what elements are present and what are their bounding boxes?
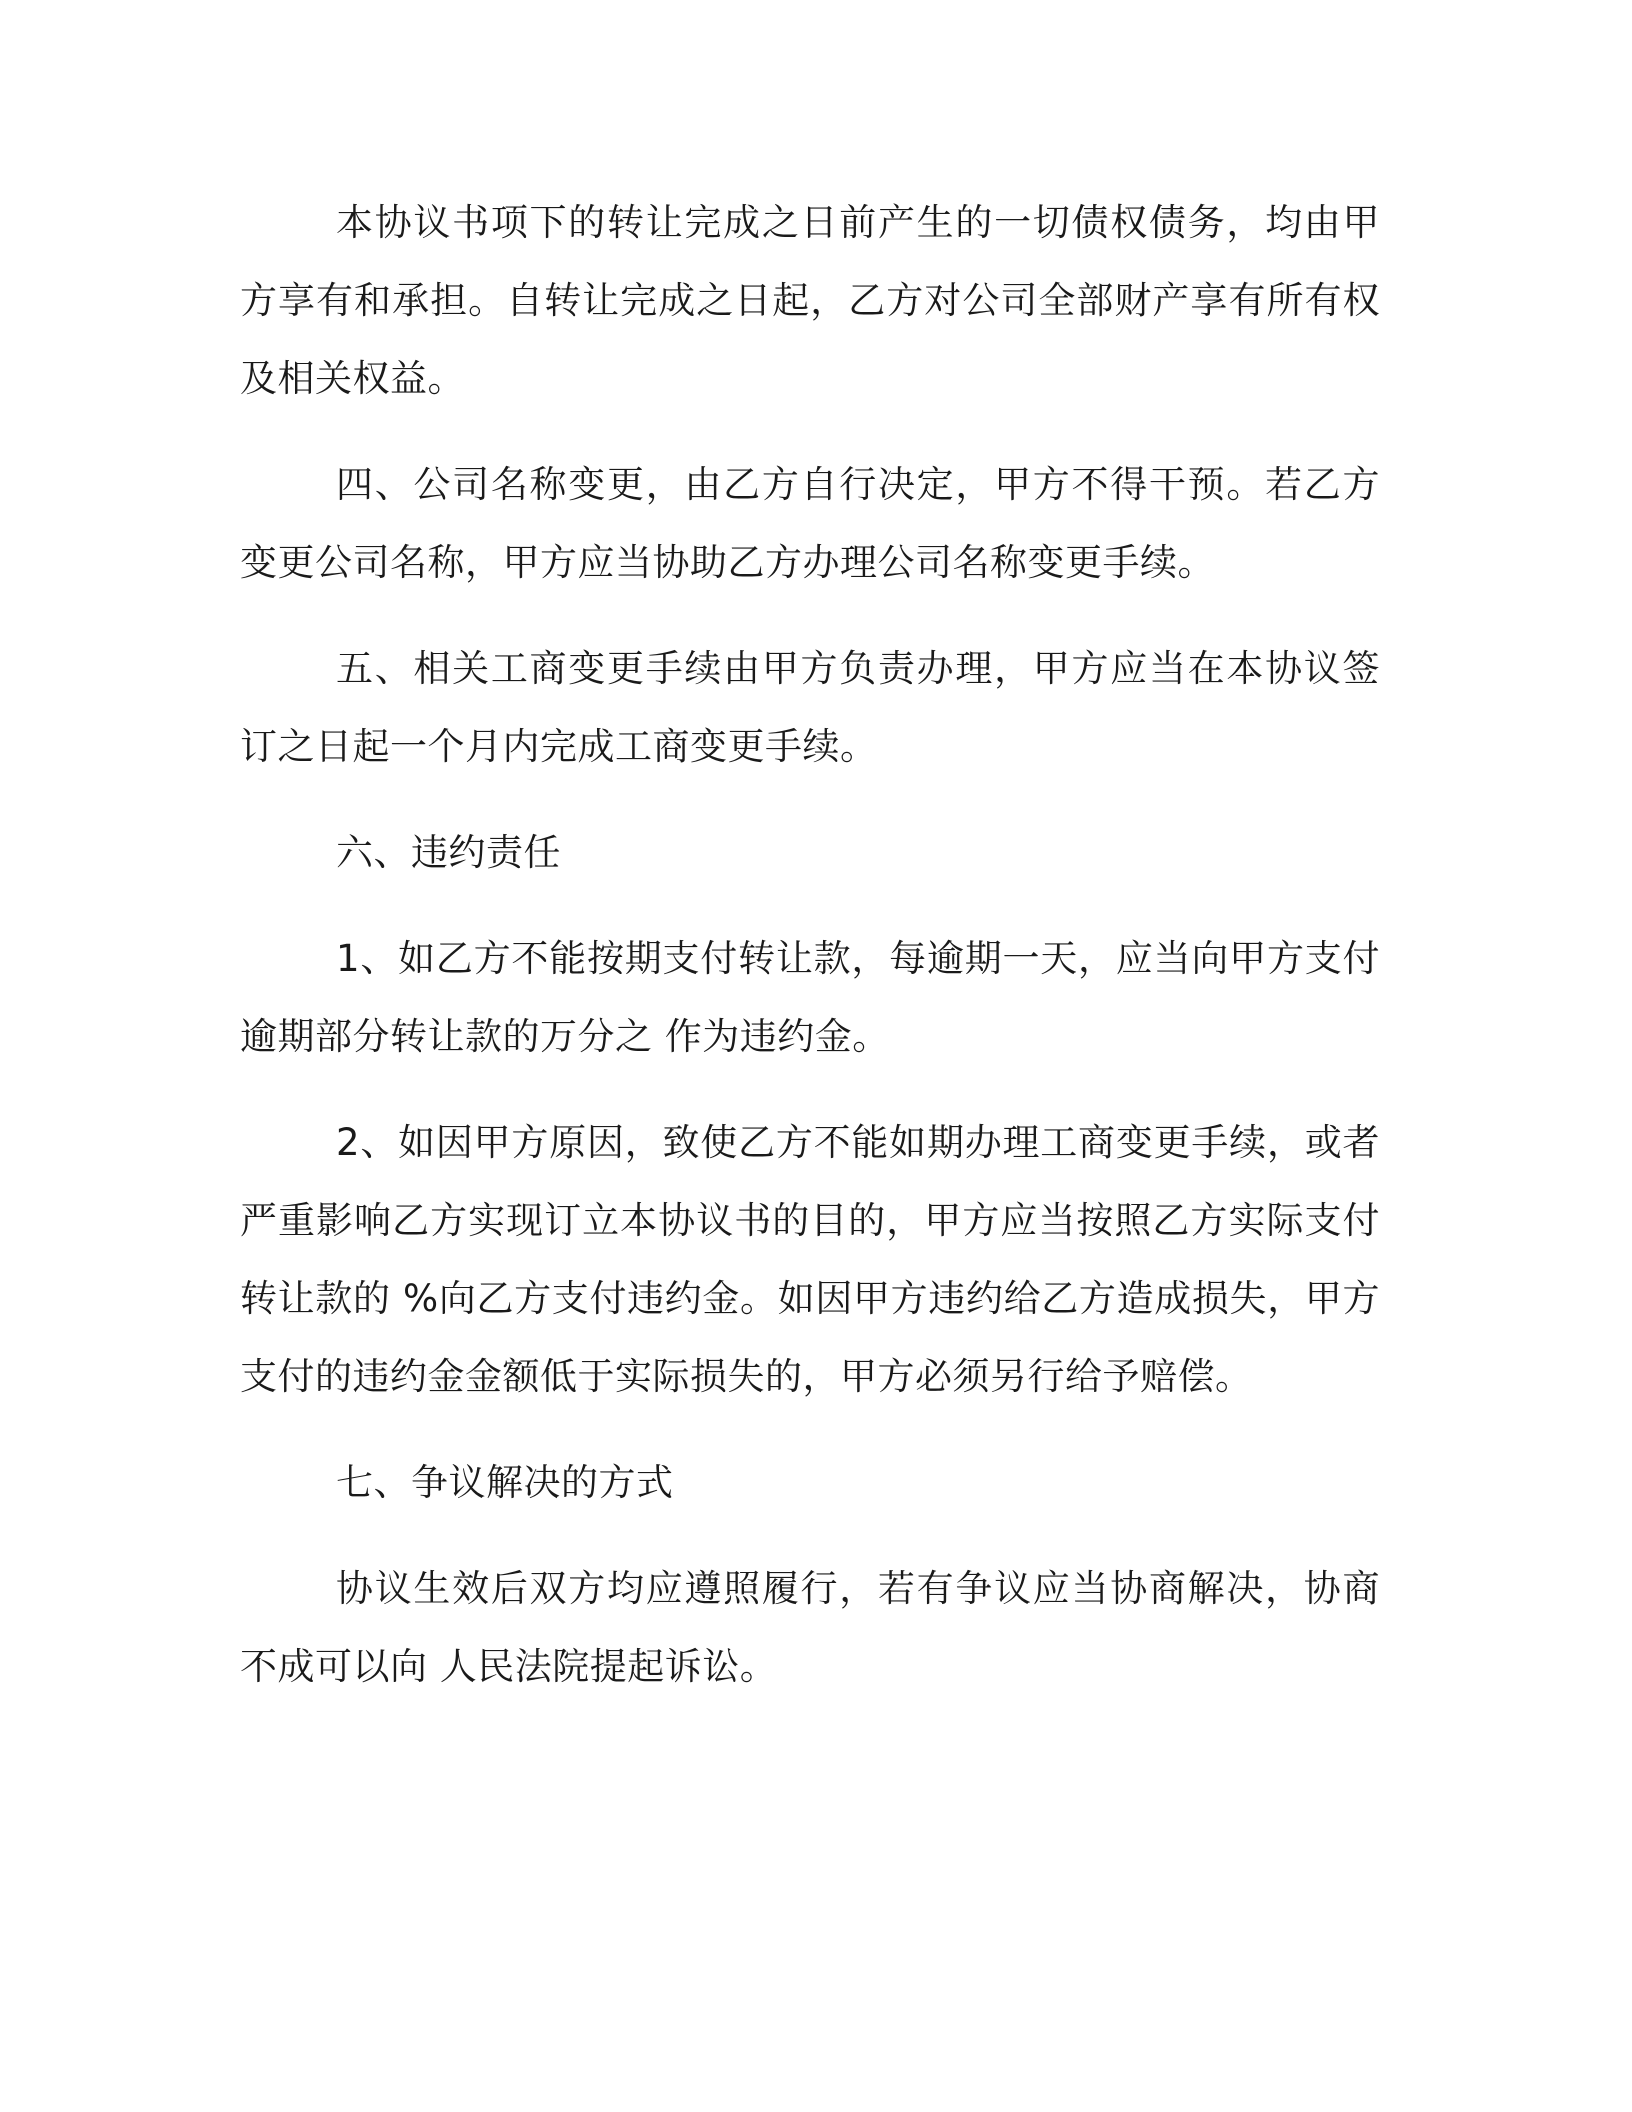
document-body	[240, 184, 1380, 1734]
paragraph-clause-6-item-1: 1、如乙方不能按期支付转让款，每逾期一天，应当向甲方支付逾期部分转让款的万分之 作为违约金。	[240, 937, 1380, 1058]
paragraph-debt-liabilities: 本协议书项下的转让完成之日前产生的一切债权债务，均由甲方享有和承担。自转让完成之日起，乙方对公司全部财产享有所有权及相关权益。	[240, 201, 1380, 400]
heading-clause-6-liability: 六、违约责任	[336, 831, 561, 874]
heading-clause-7-dispute: 七、争议解决的方式	[336, 1461, 674, 1504]
paragraph-clause-7-body: 协议生效后双方均应遵照履行，若有争议应当协商解决，协商不成可以向 人民法院提起诉讼。	[240, 1567, 1380, 1688]
paragraph-clause-5-registration: 五、相关工商变更手续由甲方负责办理，甲方应当在本协议签订之日起一个月内完成工商变更手续。	[240, 647, 1380, 768]
paragraph-clause-4-company-name: 四、公司名称变更，由乙方自行决定，甲方不得干预。若乙方变更公司名称，甲方应当协助乙方办理公司名称变更手续。	[240, 463, 1380, 584]
paragraph-clause-6-item-2: 2、如因甲方原因，致使乙方不能如期办理工商变更手续，或者严重影响乙方实现订立本协议书的目的，甲方应当按照乙方实际支付转让款的 %向乙方支付违约金。如因甲方违约给乙方造成损失，甲方支付的违约金金额低于实际损失的，甲方必须另行给予赔偿。	[240, 1121, 1380, 1398]
